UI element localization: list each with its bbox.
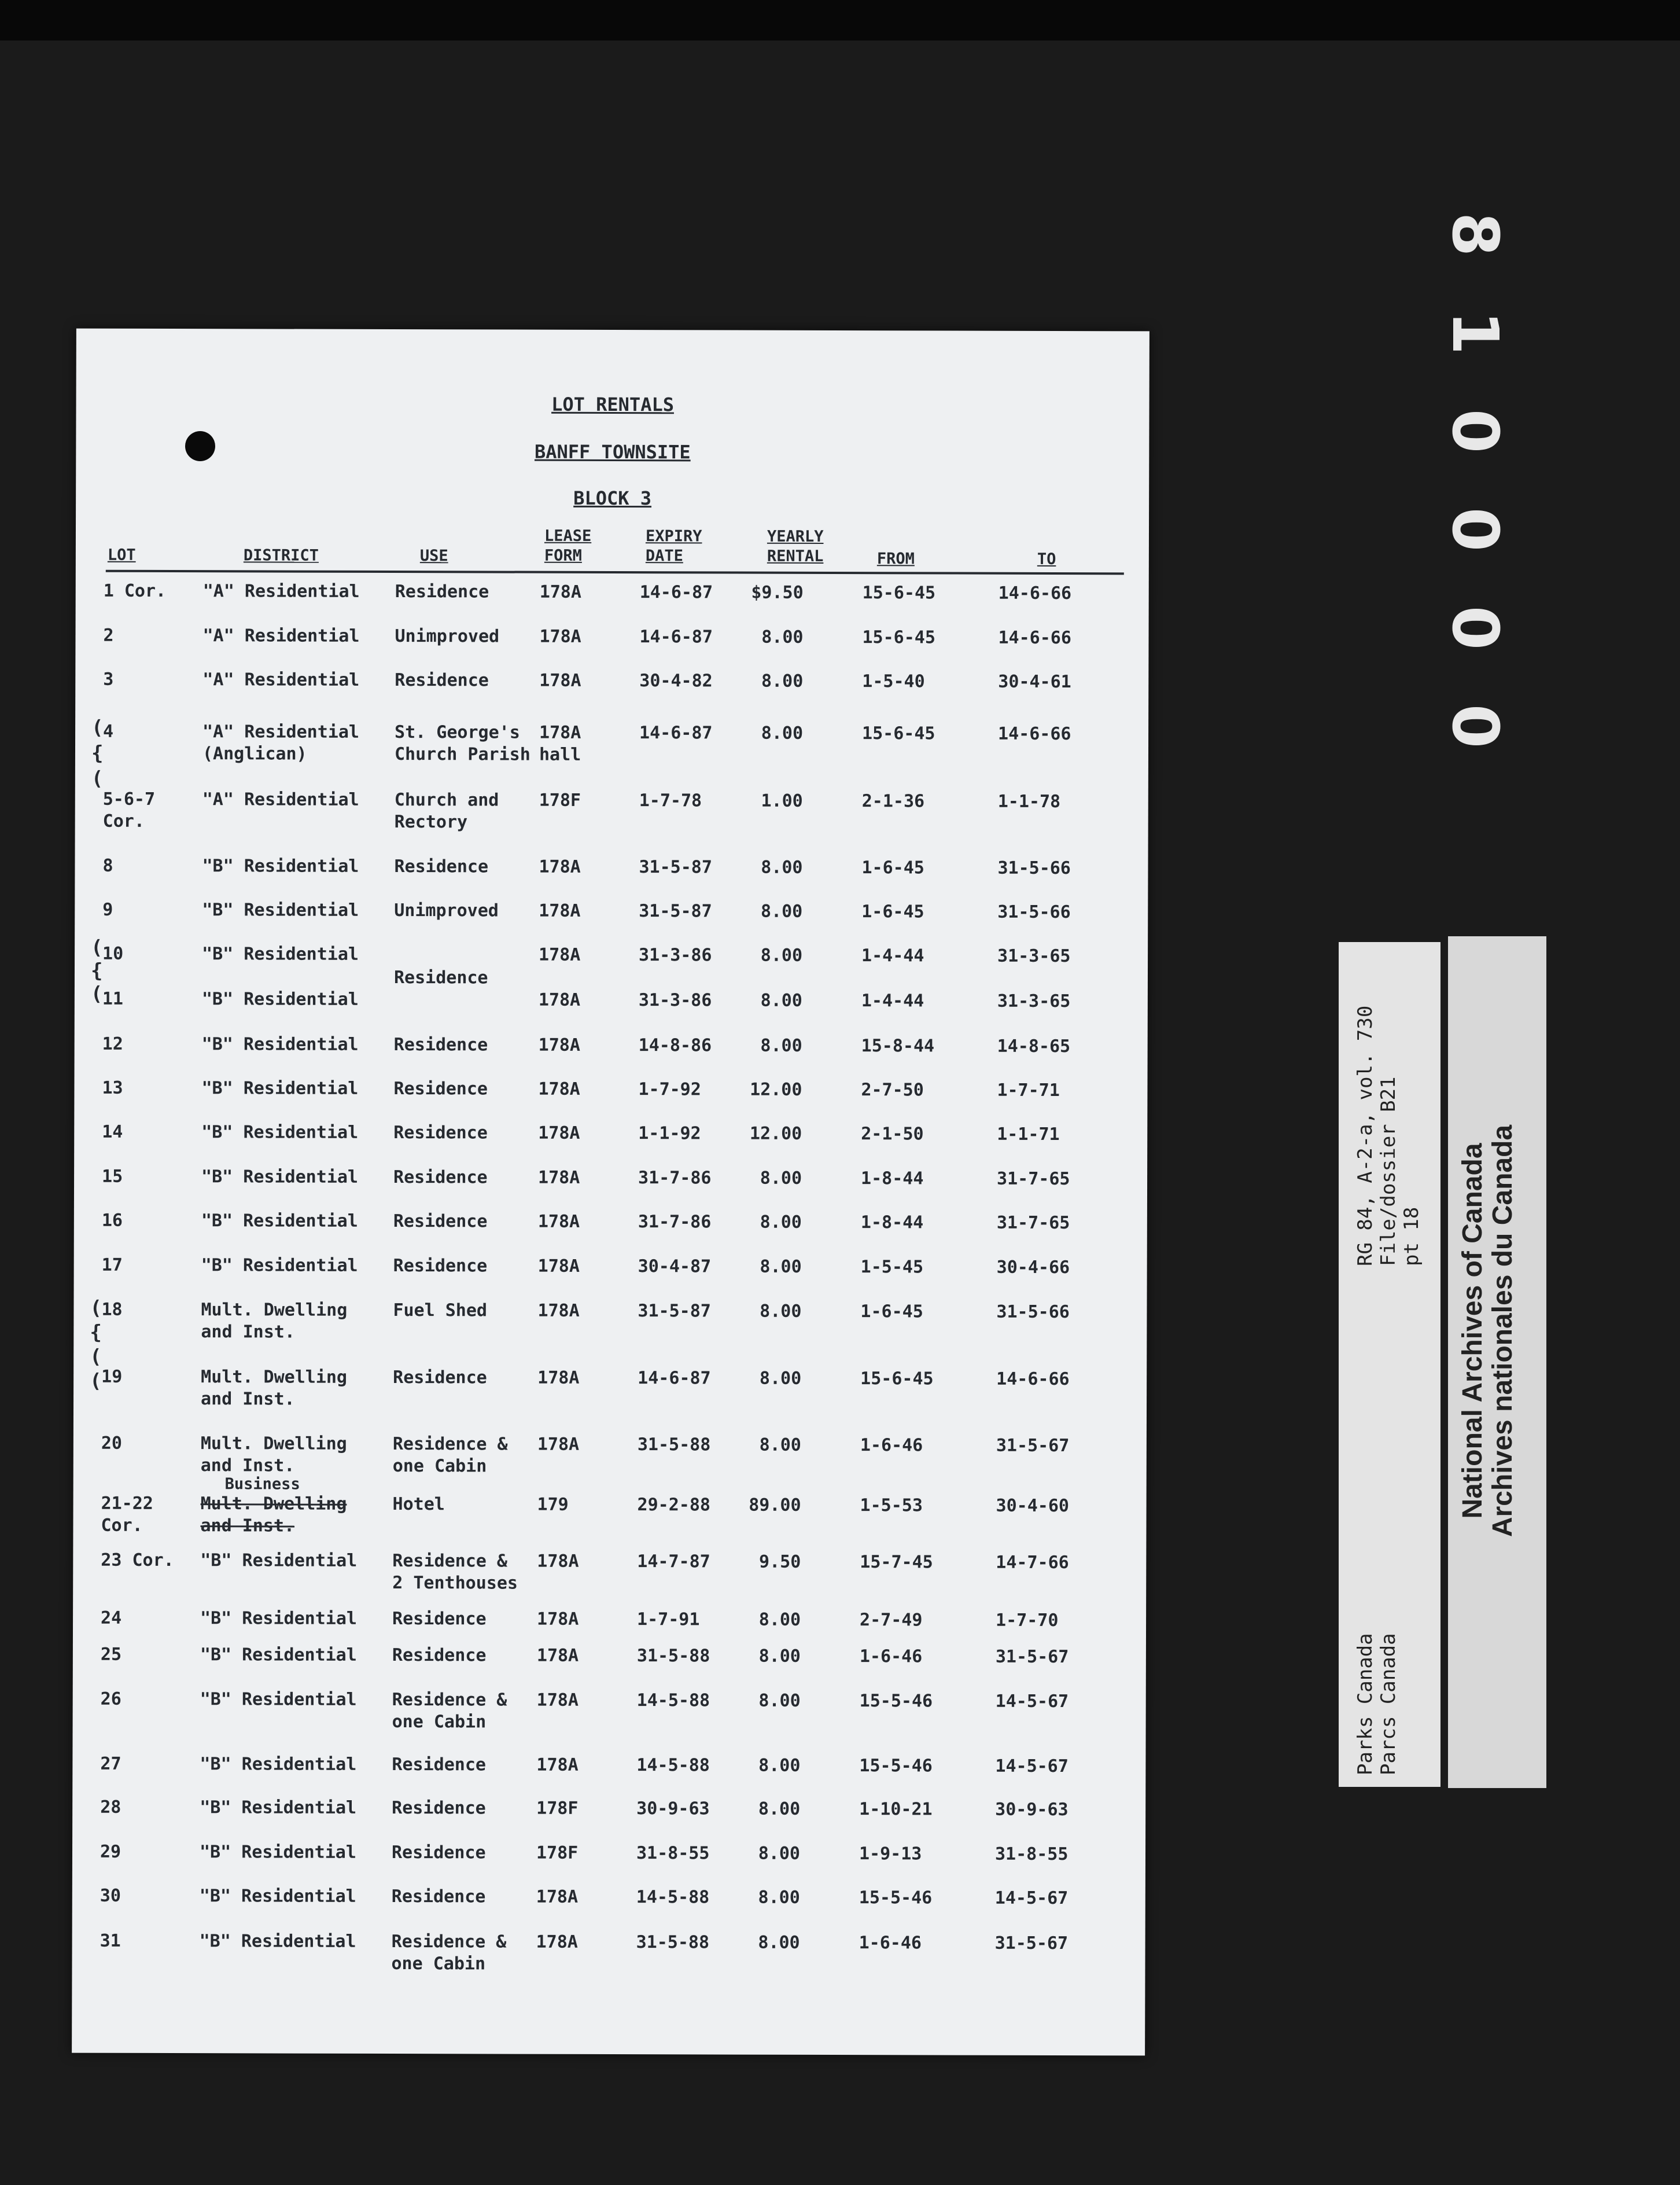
- cell-lot: 25: [100, 1644, 122, 1665]
- cell-expiry: 30-4-82: [639, 671, 713, 691]
- cell-rental: 8.00: [758, 1932, 800, 1953]
- cell-to: 1-7-70: [996, 1610, 1059, 1631]
- cell-expiry: 31-5-88: [636, 1932, 710, 1953]
- frame-digit: 0: [1438, 409, 1512, 454]
- cell-expiry: 14-6-87: [638, 1368, 711, 1389]
- cell-use: Residence: [391, 1886, 486, 1907]
- cell-rental: 8.00: [758, 1798, 801, 1819]
- cell-lot: 13: [102, 1077, 123, 1098]
- cell-to: 14-6-66: [998, 583, 1072, 604]
- cell-use: Residence: [394, 856, 489, 877]
- cell-expiry: 1-7-78: [639, 790, 702, 811]
- cell-from: 1-4-44: [861, 991, 924, 1011]
- cell-form: 178A: [536, 1690, 579, 1711]
- cell-lot: 1 Cor.: [103, 580, 167, 601]
- cell-lot: 29: [100, 1841, 121, 1862]
- cell-use: Residence: [395, 582, 489, 602]
- file-number: File/dossier B21: [1377, 1076, 1400, 1266]
- cell-lot: 17: [101, 1255, 123, 1275]
- reference-label-text: [1354, 954, 1423, 1775]
- cell-expiry: 14-5-88: [636, 1755, 710, 1776]
- cell-district: "B" Residential: [199, 1886, 356, 1907]
- agency-fr: Parcs Canada: [1377, 1633, 1400, 1775]
- cell-rental: 8.00: [761, 627, 804, 648]
- cell-use: Unimproved: [394, 900, 499, 921]
- cell-form: 178A: [536, 1886, 579, 1907]
- cell-district: "B" Residential: [200, 1797, 357, 1818]
- cell-from: 15-6-45: [860, 1369, 934, 1389]
- cell-to: 31-3-65: [997, 991, 1071, 1012]
- cell-district: "B" Residential: [201, 1122, 359, 1143]
- frame-number: [1438, 185, 1512, 775]
- cell-form: 178A: [539, 626, 581, 647]
- cell-rental: 8.00: [760, 1256, 802, 1277]
- cell-form: 178F: [536, 1798, 579, 1819]
- cell-lot: 23 Cor.: [101, 1550, 174, 1571]
- cell-lot: 10: [102, 943, 124, 964]
- cell-use: Residence: [393, 1211, 488, 1232]
- cell-from: 1-10-21: [859, 1799, 933, 1820]
- cell-from: 1-6-45: [861, 902, 924, 922]
- archives-name-en: National Archives of Canada: [1457, 1143, 1488, 1519]
- header-rule: [106, 570, 1124, 575]
- cell-from: 15-8-44: [861, 1036, 935, 1057]
- cell-use: Residence: [393, 1079, 488, 1099]
- cell-use: Unimproved: [395, 626, 500, 647]
- cell-form: 178A: [539, 856, 581, 877]
- cell-from: 1-4-44: [861, 946, 924, 966]
- cell-district: "B" Residential: [199, 1842, 356, 1863]
- cell-rental: 8.00: [758, 1887, 800, 1908]
- cell-district: "A" Residential (Anglican): [202, 722, 360, 764]
- cell-lot: 3: [103, 669, 114, 690]
- cell-rental: 8.00: [759, 1368, 802, 1389]
- cell-district: "B" Residential: [202, 944, 359, 965]
- cell-to: 31-5-67: [994, 1933, 1069, 1954]
- cell-from: 2-7-50: [861, 1080, 924, 1101]
- cell-expiry: 14-7-87: [637, 1551, 710, 1572]
- cell-rental: 89.00: [749, 1495, 801, 1515]
- cell-expiry: 31-5-87: [639, 857, 712, 878]
- header-district: DISTRICT: [243, 546, 319, 565]
- cell-lot: 12: [102, 1033, 123, 1054]
- cell-to: 31-3-65: [997, 946, 1071, 967]
- cell-form: 178A: [538, 1123, 580, 1143]
- cell-district: Mult. Dwelling and Inst.: [200, 1494, 347, 1536]
- cell-district: "B" Residential: [200, 1754, 357, 1775]
- cell-expiry: 14-6-87: [639, 582, 713, 603]
- document-subtitle: BANFF TOWNSITE: [534, 440, 691, 464]
- cell-district: "B" Residential: [199, 1931, 356, 1952]
- cell-form: 178A hall: [539, 722, 581, 765]
- cell-rental: 9.50: [759, 1551, 801, 1572]
- brace-lots-10-11: ( { (: [90, 936, 103, 1006]
- cell-from: 15-6-45: [862, 627, 935, 648]
- brace-lots-4-7: ( { (: [91, 716, 104, 790]
- cell-lot: 16: [101, 1210, 123, 1231]
- cell-rental: 12.00: [750, 1079, 802, 1100]
- cell-from: 15-6-45: [862, 723, 935, 744]
- cell-from: 2-7-49: [860, 1610, 923, 1631]
- cell-from: 1-8-44: [861, 1168, 924, 1189]
- cell-expiry: 14-6-87: [639, 627, 713, 648]
- cell-district: "A" Residential: [202, 789, 359, 810]
- cell-district: "A" Residential: [202, 670, 360, 690]
- document-page: [72, 329, 1150, 2056]
- cell-to: 14-5-67: [995, 1691, 1069, 1712]
- cell-expiry: 31-8-55: [636, 1843, 710, 1864]
- frame-digit: 0: [1438, 507, 1512, 552]
- cell-district: "B" Residential: [202, 900, 359, 921]
- cell-expiry: 31-5-88: [637, 1434, 711, 1455]
- agency-en: Parks Canada: [1354, 1633, 1377, 1775]
- cell-from: 1-6-45: [860, 1301, 923, 1322]
- cell-rental: 8.00: [760, 1212, 802, 1233]
- cell-to: 14-5-67: [995, 1756, 1069, 1777]
- cell-expiry: 31-3-86: [638, 990, 712, 1011]
- cell-form: 178A: [537, 1256, 580, 1277]
- document-title: LOT RENTALS: [551, 393, 675, 416]
- cell-rental: 12.00: [749, 1123, 802, 1144]
- cell-lot: 24: [101, 1608, 122, 1628]
- cell-to: 30-4-66: [996, 1257, 1070, 1278]
- cell-expiry: 30-4-87: [638, 1256, 712, 1277]
- cell-use: Fuel Shed: [393, 1300, 488, 1321]
- cell-use: Residence: [395, 670, 489, 691]
- cell-use: Residence: [393, 1123, 488, 1143]
- cell-to: 1-1-78: [997, 791, 1061, 812]
- frame-digit: 0: [1438, 605, 1512, 650]
- cell-lot: 5-6-7 Cor.: [102, 789, 156, 832]
- cell-from: 1-5-45: [860, 1257, 924, 1278]
- cell-rental: 8.00: [761, 857, 803, 878]
- header-from: FROM: [876, 550, 915, 568]
- cell-expiry: 31-5-87: [638, 1301, 711, 1322]
- frame-digit: 0: [1438, 704, 1512, 749]
- cell-rental: 8.00: [758, 1843, 801, 1864]
- cell-expiry: 14-8-86: [638, 1035, 712, 1056]
- cell-form: 178A: [536, 1932, 578, 1952]
- cell-use: Residence: [393, 1167, 488, 1188]
- cell-form: 178A: [537, 1211, 580, 1232]
- block-title: BLOCK 3: [573, 487, 652, 510]
- cell-rental: 8.00: [760, 945, 803, 966]
- cell-to: 31-8-55: [994, 1844, 1069, 1865]
- cell-form: 178A: [537, 1300, 580, 1321]
- cell-expiry: 31-5-87: [639, 901, 712, 922]
- cell-rental: 8.00: [758, 1609, 801, 1630]
- cell-district: Mult. Dwelling and Inst.: [200, 1433, 347, 1476]
- cell-district: "B" Residential: [201, 1034, 359, 1055]
- cell-from: 1-6-46: [859, 1933, 922, 1954]
- cell-rental: 8.00: [758, 1690, 801, 1711]
- shared-use-lots-10-11: Residence: [393, 968, 488, 988]
- cell-district: "B" Residential: [200, 1645, 357, 1665]
- cell-expiry: 30-9-63: [636, 1798, 710, 1819]
- cell-district: "B" Residential: [202, 856, 359, 877]
- cell-from: 15-5-46: [859, 1756, 933, 1776]
- cell-rental: 8.00: [759, 1434, 801, 1455]
- cell-form: 179: [537, 1494, 569, 1515]
- cell-from: 15-6-45: [862, 583, 936, 604]
- cell-form: 178A: [539, 900, 581, 921]
- film-frame-border: [0, 0, 1680, 41]
- cell-form: 178A: [538, 1035, 580, 1055]
- cell-use: Hotel: [392, 1494, 445, 1515]
- archives-name-fr: Archives nationales du Canada: [1487, 1124, 1518, 1537]
- cell-to: 14-6-66: [996, 1369, 1070, 1390]
- cell-expiry: 31-7-86: [638, 1212, 712, 1233]
- cell-district: "B" Residential: [200, 1689, 357, 1710]
- cell-expiry: 14-5-88: [636, 1887, 710, 1908]
- cell-rental: 8.00: [761, 723, 804, 744]
- cell-lot: 18: [101, 1299, 123, 1320]
- cell-form: 178F: [539, 790, 581, 811]
- cell-use: St. George's Church Parish: [394, 722, 530, 765]
- cell-use: Residence: [391, 1842, 486, 1863]
- brace-lots-18-19: ( { ( (: [90, 1296, 102, 1393]
- punch-hole: [185, 431, 215, 461]
- cell-rental: $9.50: [751, 582, 804, 603]
- cell-form: 178A: [536, 1754, 579, 1775]
- cell-district: "B" Residential: [200, 1608, 358, 1629]
- cell-from: 2-1-36: [861, 791, 925, 812]
- cell-expiry: 1-7-91: [637, 1609, 700, 1630]
- cell-district: "B" Residential: [201, 1078, 359, 1099]
- cell-district: "A" Residential: [202, 581, 360, 602]
- cell-lot: 20: [101, 1433, 123, 1454]
- cell-lot: 4: [103, 721, 114, 742]
- cell-form: 178A: [539, 944, 581, 965]
- cell-to: 31-5-66: [996, 1301, 1070, 1323]
- cell-district: "A" Residential: [202, 626, 360, 646]
- cell-to: 1-1-71: [997, 1124, 1060, 1145]
- cell-form: 178A: [537, 1434, 580, 1455]
- cell-district: Mult. Dwelling and Inst.: [201, 1300, 348, 1342]
- cell-to: 30-9-63: [995, 1799, 1069, 1820]
- cell-expiry: 14-6-87: [639, 723, 713, 744]
- cell-from: 1-9-13: [859, 1844, 922, 1864]
- cell-expiry: 1-1-92: [638, 1123, 701, 1144]
- cell-use: Residence & one Cabin: [392, 1690, 507, 1732]
- cell-rental: 1.00: [761, 790, 803, 811]
- cell-to: 1-7-71: [997, 1080, 1060, 1101]
- cell-district: Mult. Dwelling and Inst.: [201, 1367, 348, 1410]
- cell-form: 178A: [537, 1367, 580, 1388]
- cell-use: Residence: [393, 1367, 487, 1388]
- cell-to: 14-6-66: [998, 723, 1071, 745]
- cell-district: "B" Residential: [201, 1211, 358, 1231]
- cell-lot: 26: [100, 1689, 121, 1709]
- cell-lot: 2: [103, 625, 114, 646]
- cell-rental: 8.00: [758, 1646, 801, 1667]
- cell-form: 178A: [539, 582, 582, 602]
- cell-to: 30-4-60: [996, 1495, 1070, 1517]
- cell-to: 14-5-67: [994, 1888, 1069, 1909]
- cell-use: Residence: [393, 1035, 488, 1055]
- cell-rental: 8.00: [760, 1301, 802, 1322]
- cell-lot: 9: [102, 899, 113, 920]
- cell-lot: 30: [100, 1885, 121, 1906]
- cell-lot: 19: [101, 1366, 123, 1387]
- cell-to: 31-7-65: [996, 1212, 1070, 1234]
- cell-from: 1-6-45: [861, 858, 924, 878]
- cell-to: 31-7-65: [997, 1168, 1070, 1190]
- cell-from: 1-6-46: [859, 1646, 923, 1667]
- cell-expiry: 1-7-92: [638, 1079, 701, 1100]
- cell-use: Residence: [392, 1798, 486, 1819]
- part-number: pt 18: [1400, 1206, 1423, 1266]
- cell-to: 31-5-66: [997, 902, 1071, 923]
- cell-district: "B" Residential: [200, 1550, 358, 1571]
- cell-use: Residence: [393, 1256, 488, 1277]
- cell-form: 178A: [538, 1079, 580, 1099]
- cell-to: 31-5-67: [996, 1435, 1070, 1456]
- header-to: TO: [1037, 550, 1056, 569]
- cell-from: 1-5-53: [860, 1495, 923, 1516]
- cell-district: "B" Residential: [201, 989, 359, 1010]
- cell-lot: 14: [102, 1121, 123, 1142]
- header-yearly-rental: YEARLY RENTAL: [767, 527, 824, 565]
- cell-from: 2-1-50: [861, 1124, 924, 1145]
- cell-to: 31-5-67: [995, 1646, 1069, 1668]
- record-group: RG 84, A-2-a, vol. 730: [1354, 1005, 1377, 1266]
- cell-expiry: 31-3-86: [639, 945, 712, 966]
- cell-lot: 21-22 Cor.: [101, 1493, 153, 1536]
- cell-lot: 15: [102, 1166, 123, 1187]
- cell-form: 178A: [539, 670, 581, 691]
- cell-from: 1-8-44: [860, 1212, 924, 1233]
- cell-rental: 8.00: [760, 1035, 802, 1056]
- header-lease-form: LEASE FORM: [544, 527, 592, 565]
- business-correction: Business: [224, 1475, 300, 1494]
- cell-form: 178A: [538, 989, 581, 1010]
- cell-rental: 8.00: [760, 990, 802, 1011]
- cell-district: "B" Residential: [201, 1255, 358, 1276]
- cell-use: Residence & 2 Tenthouses: [392, 1551, 518, 1594]
- cell-from: 15-5-46: [859, 1888, 933, 1908]
- header-lot: LOT: [107, 546, 136, 564]
- cell-from: 15-5-46: [859, 1691, 933, 1712]
- frame-digit: 1: [1438, 310, 1512, 355]
- cell-expiry: 31-5-88: [636, 1646, 710, 1667]
- cell-use: Residence & one Cabin: [391, 1932, 507, 1974]
- cell-rental: 8.00: [760, 1168, 802, 1189]
- cell-to: 14-7-66: [996, 1552, 1069, 1573]
- cell-form: 178A: [537, 1609, 579, 1629]
- cell-lot: 11: [102, 988, 124, 1009]
- cell-lot: 27: [100, 1753, 121, 1774]
- cell-district: "B" Residential: [201, 1167, 359, 1187]
- cell-form: 178A: [538, 1167, 580, 1188]
- cell-expiry: 14-5-88: [636, 1690, 710, 1711]
- cell-use: Residence: [392, 1645, 487, 1666]
- cell-rental: 8.00: [761, 671, 804, 691]
- frame-digit: 8: [1438, 212, 1512, 257]
- archives-label-text: [1458, 1099, 1518, 1562]
- cell-form: 178F: [536, 1842, 579, 1863]
- cell-to: 30-4-61: [998, 671, 1071, 693]
- cell-lot: 31: [100, 1930, 121, 1951]
- cell-use: Residence: [392, 1754, 487, 1775]
- cell-rental: 8.00: [760, 901, 803, 922]
- cell-use: Church and Rectory: [394, 790, 499, 833]
- cell-from: 15-7-45: [860, 1552, 933, 1573]
- cell-from: 1-5-40: [862, 671, 925, 692]
- cell-use: Residence & one Cabin: [392, 1434, 508, 1477]
- cell-rental: 8.00: [758, 1755, 801, 1776]
- cell-lot: 8: [102, 855, 113, 876]
- header-expiry-date: EXPIRY DATE: [645, 527, 702, 565]
- cell-use: Residence: [392, 1609, 487, 1629]
- header-use: USE: [419, 547, 448, 565]
- cell-to: 14-8-65: [997, 1036, 1071, 1057]
- cell-to: 31-5-66: [997, 858, 1071, 879]
- cell-form: 178A: [537, 1551, 579, 1572]
- cell-to: 14-6-66: [998, 627, 1071, 649]
- cell-expiry: 31-7-86: [638, 1168, 712, 1189]
- cell-from: 1-6-46: [860, 1435, 923, 1456]
- cell-expiry: 29-2-88: [637, 1495, 711, 1515]
- cell-form: 178A: [536, 1645, 579, 1666]
- cell-lot: 28: [100, 1797, 121, 1818]
